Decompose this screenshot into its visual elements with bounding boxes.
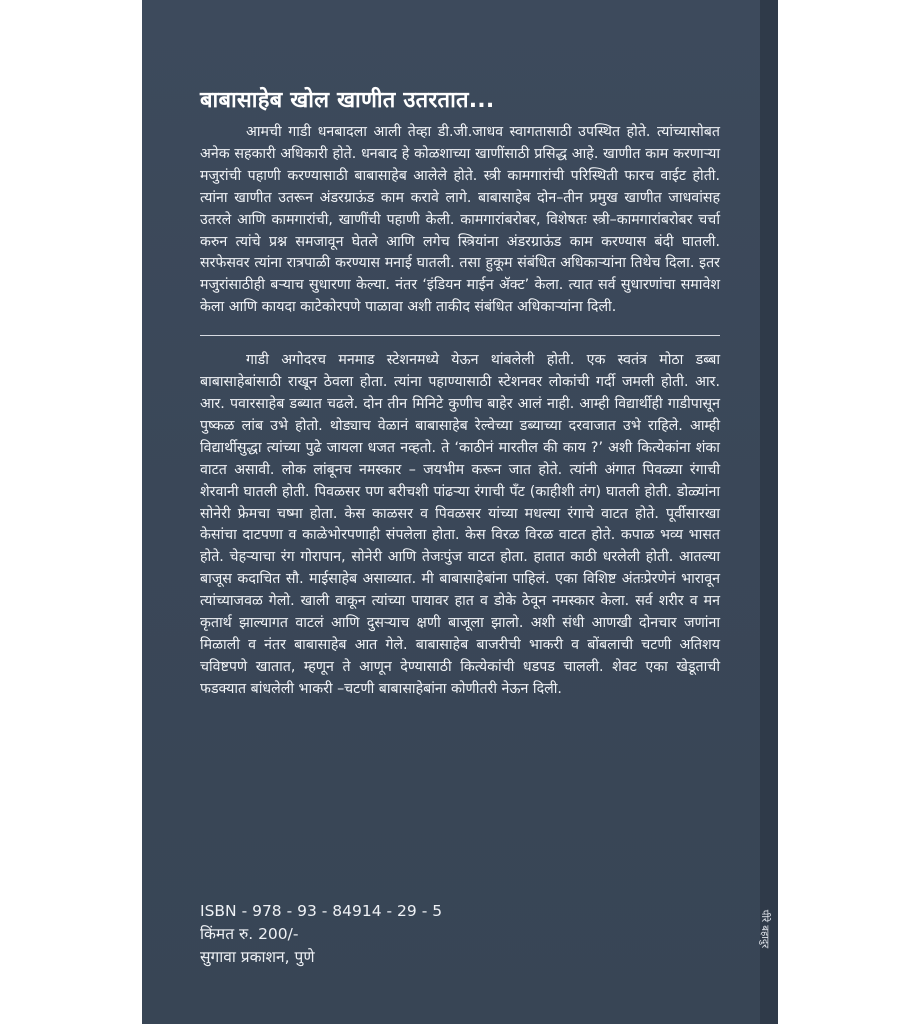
book-spine (760, 0, 778, 1024)
divider-line (200, 335, 720, 336)
publisher-text: सुगावा प्रकाशन, पुणे (200, 948, 315, 966)
back-cover (142, 0, 760, 1024)
page-title: बाबासाहेब खोल खाणीत उतरतात... (200, 88, 495, 113)
price-text: किंमत रु. 200/- (200, 925, 299, 943)
paragraph-manmad: गाडी अगोदरच मनमाड स्टेशनमध्ये येऊन थांबलेली होती. एक स्वतंत्र मोठा डब्बा बाबासाहेबांसाठी राखून ठेवला होता. त्यांना पहाण्यासाठी स्टेशनवर लोकांची गर्दी जमली होती. आर. आर. पवारसाहेब डब्यात चढले. दोन तीन मिनिटे कुणीच बाहेर आलं नाही. आम्ही विद्यार्थीही गाडीपासून पुष्कळ लांब उभे होतो. थोड्याच वेळानं बाबासाहेब रेल्वेच्या डब्याच्या दरवाजात उभे राहिले. आम्ही विद्यार्थीसुद्धा त्यांच्या पुढे जायला धजत नव्हतो. ते ‘काठीनं मारतील की काय ?’ अशी कित्येकांना शंका वाटत असावी. लोक लांबूनच नमस्कार – जयभीम करून जात होते. त्यांनी अंगात पिवळ्या रंगाची शेरवानी घातली होती. पिवळसर पण बरीचशी पांढऱ्या रंगाची पँट (काहीशी तंग) घातली होती. डोळ्यांना सोनेरी फ्रेमचा चष्मा होता. केस काळसर व पिवळसर यांच्या मधल्या रंगाचे वाटत होते. पूर्वीसारखा केसांचा दाटपणा व काळेभोरपणाही संपलेला होता. केस विरळ विरळ वाटत होते. कपाळ भव्य भासत होते. चेहऱ्याचा रंग गोरापान, सोनेरी आणि तेजःपुंज वाटत होता. हातात काठी धरलेली होती. आतल्या बाजूस कदाचित सौ. माईसाहेब असाव्यात. मी बाबासाहेबांना पाहिलं. एका विशिष्ट अंतःप्रेरणेनं भारावून त्यांच्याजवळ गेलो. खाली वाकून त्यांच्या पायावर हात व डोके ठेवून नमस्कार केला. सर्व शरीर व मन कृतार्थ झाल्यागत वाटलं आणि दुसऱ्याच क्षणी बाजूला झालो. अशी संधी आणखी दोनचार जणांना मिळाली व नंतर बाबासाहेब आत गेले. बाबासाहेब बाजरीची भाकरी व बोंबलाची चटणी अतिशय चविष्टपणे खातात, म्हणून ते आणून देण्यासाठी कित्येकांची धडपड चालली. शेवट एका खेडूताची फडक्यात बांधलेली भाकरी –चटणी बाबासाहेबांना कोणीतरी नेऊन दिली. (200, 352, 720, 697)
isbn-text: ISBN - 978 - 93 - 84914 - 29 - 5 (200, 902, 443, 920)
cover-content (200, 86, 720, 701)
spine-credit: पीरे बहादुर (759, 909, 770, 949)
publication-info (200, 900, 600, 969)
paragraph-dhanbad: आमची गाडी धनबादला आली तेव्हा डी.जी.जाधव स्वागतासाठी उपस्थित होते. त्यांच्यासोबत अनेक सहकारी अधिकारी होते. धनबाद हे कोळशाच्या खाणींसाठी प्रसिद्ध आहे. खाणीत काम करणाऱ्या मजुरांची पहाणी करण्यासाठी बाबासाहेब आलेले होते. स्त्री कामगारांची परिस्थिती फारच वाईट होती. त्यांना खाणीत उतरून अंडरग्राऊंड काम करावे लागे. बाबासाहेब दोन–तीन प्रमुख खाणीत जाधवांसह उतरले आणि कामगारांची, खाणींची पहाणी केली. कामगारांबरोबर, विशेषतः स्त्री–कामगारांबरोबर चर्चा करुन त्यांचे प्रश्न समजावून घेतले आणि लगेच स्त्रियांना अंडरग्राऊंड काम करण्यास बंदी घातली. सरफेसवर त्यांना रात्रपाळी करण्यास मनाई घातली. तसा हुकूम संबंधित अधिकाऱ्यांना तिथेच दिला. इतर मजुरांसाठीही बऱ्याच सुधारणा केल्या. नंतर ‘इंडियन माईन ॲक्ट’ केला. त्यात सर्व सुधारणांचा समावेश केला आणि कायदा काटेकोरपणे पाळावा अशी ताकीद संबंधित अधिकाऱ्यांना दिली. (200, 124, 720, 316)
